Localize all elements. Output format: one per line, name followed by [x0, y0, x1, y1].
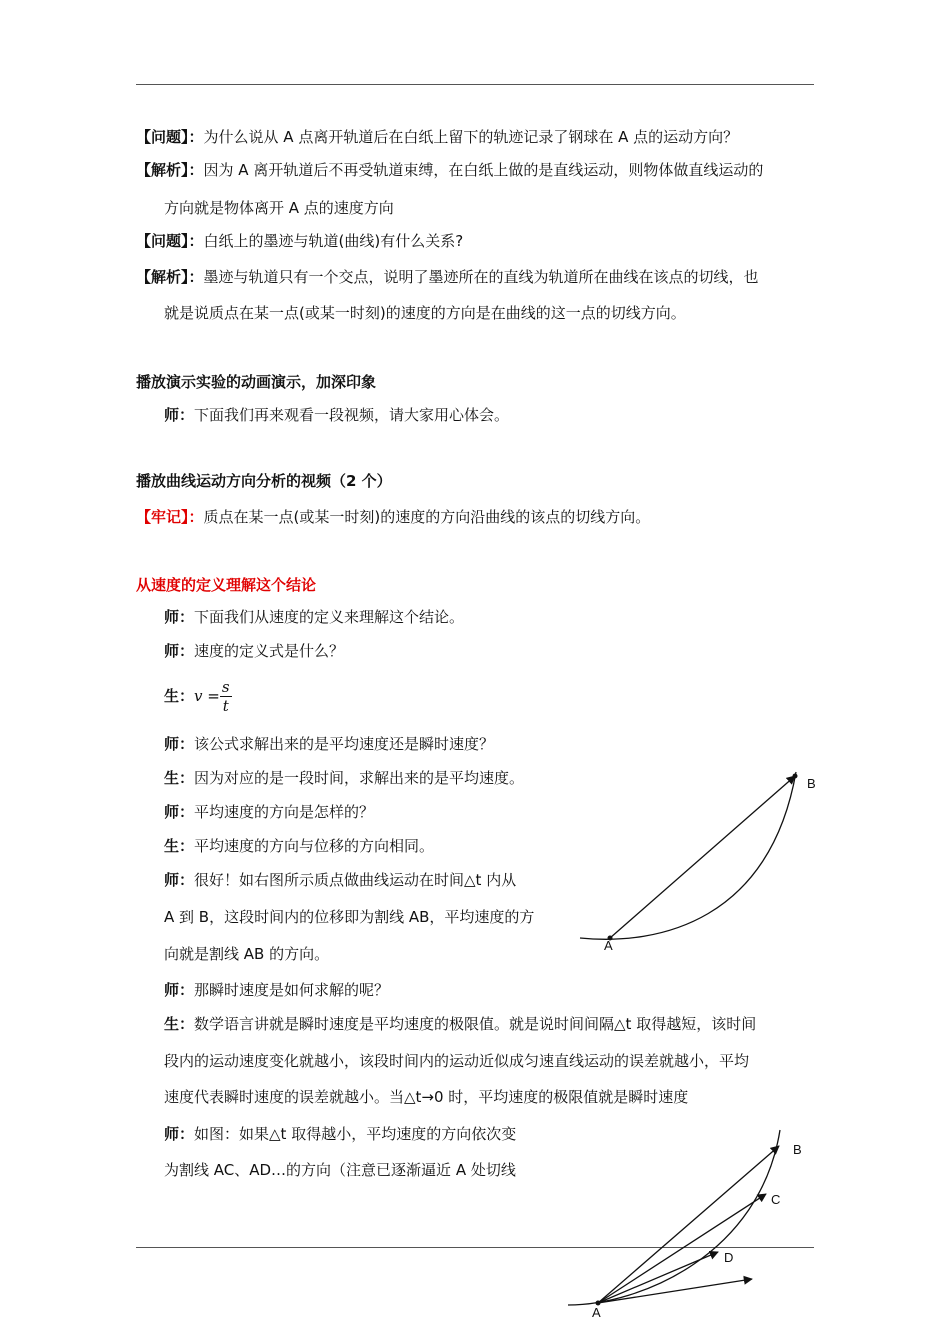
label-b: B — [807, 776, 816, 791]
label-b: B — [793, 1142, 802, 1157]
figure-limit-secants — [568, 1130, 802, 1320]
speaker-text: 该公式求解出来的是平均速度还是瞬时速度？ — [194, 735, 495, 753]
speaker-text: 那瞬时速度是如何求解的呢？ — [194, 981, 390, 999]
secant-ac-arrow — [598, 1194, 766, 1303]
heading-animation: 播放演示实验的动画演示，加深印象 — [136, 373, 377, 391]
label-d: D — [724, 1250, 734, 1265]
label-a: A — [604, 938, 613, 953]
curve-arc — [568, 1130, 780, 1305]
question-text: 白纸上的墨迹与轨道(曲线)有什么关系? — [203, 232, 464, 250]
speaker-label: 师： — [164, 1125, 195, 1143]
dialogue-line-continued: 段内的运动速度变化就越小，该段时间内的运动近似成匀速直线运动的误差就越小，平均 — [164, 1052, 750, 1070]
question-label: 【问题】： — [136, 128, 204, 146]
speaker-label: 师： — [164, 735, 195, 753]
remember-text: 质点在某一点(或某一时刻)的速度的方向沿曲线的该点的切线方向。 — [203, 508, 651, 526]
figure-secant-ab — [580, 772, 816, 953]
speaker-text: 因为对应的是一段时间，求解出来的是平均速度。 — [194, 769, 525, 787]
speaker-text: 下面我们再来观看一段视频，请大家用心体会。 — [194, 406, 510, 424]
speaker-text: 平均速度的方向与位移的方向相同。 — [194, 837, 435, 855]
label-c: C — [771, 1192, 781, 1207]
heading-velocity-definition: 从速度的定义理解这个结论 — [136, 576, 317, 594]
answer-1-continued: 方向就是物体离开 A 点的速度方向 — [164, 199, 394, 217]
curve-arc — [580, 772, 796, 939]
speaker-text: 下面我们从速度的定义来理解这个结论。 — [194, 608, 465, 626]
dialogue-line-continued: A 到 B，这段时间内的位移即为割线 AB，平均速度的方 — [164, 908, 535, 926]
remember-label: 【牢记】： — [136, 508, 204, 526]
formula-equals: = — [207, 687, 220, 705]
speaker-label: 生： — [164, 837, 195, 855]
formula-v: v — [194, 687, 203, 705]
speaker-label: 生： — [164, 769, 195, 787]
speaker-label: 生： — [164, 1015, 195, 1033]
speaker-label: 师： — [164, 871, 195, 889]
answer-text: 墨迹与轨道只有一个交点，说明了墨迹所在的直线为轨道所在曲线在该点的切线，也 — [203, 268, 759, 286]
speaker-text: 很好！如右图所示质点做曲线运动在时间△t 内从 — [194, 871, 517, 889]
answer-label: 【解析】： — [136, 161, 204, 179]
secant-ad-arrow — [598, 1252, 718, 1303]
speaker-text: 如图：如果△t 取得越小，平均速度的方向依次变 — [194, 1125, 517, 1143]
answer-text: 因为 A 离开轨道后不再受轨道束缚，在白纸上做的是直线运动，则物体做直线运动的 — [203, 161, 764, 179]
speaker-label: 生： — [164, 687, 195, 705]
speaker-label: 师： — [164, 608, 195, 626]
formula-denominator: t — [222, 697, 229, 715]
secant-ab-arrow — [610, 776, 795, 938]
speaker-text: 数学语言讲就是瞬时速度是平均速度的极限值。就是说时间间隔△t 取得越短，该时间 — [194, 1015, 757, 1033]
dialogue-line-continued: 为割线 AC、AD…的方向（注意已逐渐逼近 A 处切线 — [164, 1161, 516, 1179]
speaker-text: 平均速度的方向是怎样的？ — [194, 803, 375, 821]
speaker-label: 师： — [164, 981, 195, 999]
dialogue-line-continued: 向就是割线 AB 的方向。 — [164, 945, 330, 963]
answer-2-continued: 就是说质点在某一点(或某一时刻)的速度的方向是在曲线的这一点的切线方向。 — [164, 304, 686, 322]
question-label: 【问题】： — [136, 232, 204, 250]
heading-video: 播放曲线运动方向分析的视频（2 个） — [136, 472, 392, 490]
speaker-label: 师： — [164, 642, 195, 660]
answer-label: 【解析】： — [136, 268, 204, 286]
speaker-label: 师： — [164, 803, 195, 821]
point-b — [793, 774, 798, 779]
speaker-text: 速度的定义式是什么？ — [194, 642, 345, 660]
dialogue-line-continued: 速度代表瞬时速度的误差就越小。当△t→0 时，平均速度的极限值就是瞬时速度 — [164, 1088, 689, 1106]
label-a: A — [592, 1305, 601, 1320]
formula-numerator: s — [221, 678, 230, 696]
question-text: 为什么说从 A 点离开轨道后在白纸上留下的轨迹记录了钢球在 A 点的运动方向？ — [203, 128, 739, 146]
speaker-label: 师： — [164, 406, 195, 424]
